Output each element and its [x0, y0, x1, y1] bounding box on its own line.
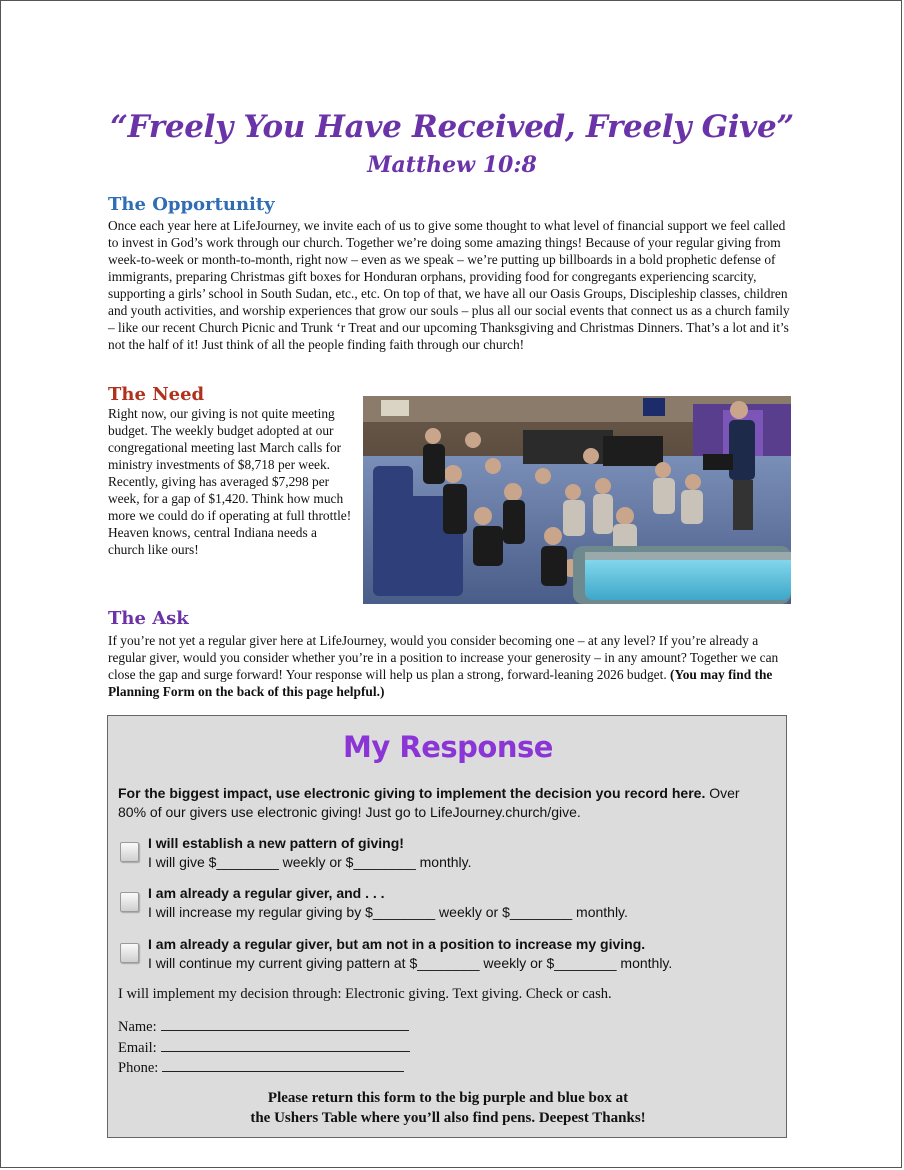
name-label: Name: — [118, 1019, 157, 1035]
closing-line-1: Please return this form to the big purple and blue box at — [267, 1090, 629, 1106]
ask-text — [108, 632, 798, 700]
phone-label: Phone: — [118, 1060, 159, 1076]
congregation-photo-illustration — [363, 396, 791, 604]
need-text: Right now, our giving is not quite meeting budget. The weekly budget adopted at our congregational meeting last March calls for ministry investments of $8,718 per week. Recently, giving has averaged $7,298 per week, for a gap of $1,420. Think how much more we could do if operating at full throttle! Heaven knows, central Indiana needs a church like ours! — [108, 406, 352, 557]
email-blank[interactable] — [161, 1038, 410, 1052]
name-field[interactable] — [118, 1017, 409, 1036]
option-increase-giving — [118, 884, 778, 926]
name-blank[interactable] — [161, 1017, 409, 1031]
option-heading: I am already a regular giver, and . . . — [148, 885, 385, 901]
implement-line: I will implement my decision through: Electronic giving. Text giving. Check or cash. — [118, 986, 612, 1002]
option-heading: I am already a regular giver, but am not in a position to increase my giving. — [148, 936, 646, 952]
page-title: “Freely You Have Received, Freely Give” — [110, 109, 794, 145]
phone-field[interactable] — [118, 1058, 404, 1077]
option-new-pattern-checkbox[interactable] — [120, 842, 139, 862]
option-new-pattern — [118, 834, 778, 876]
option-line[interactable]: I will continue my current giving pattern at $________ weekly or $________ monthly. — [148, 955, 673, 971]
ask-body: If you’re not yet a regular giver here at LifeJourney, would you consider becoming one – at any level? If you’re already a regular giver, would you consider whether you’re in a position to increase your generosity – in any amount? Together we can close the gap and surge forward! Your response will help us plan a strong, forward-leaning 2026 budget. — [108, 633, 779, 682]
option-line[interactable]: I will increase my regular giving by $________ weekly or $________ monthly. — [148, 904, 628, 920]
response-title: My Response — [343, 730, 553, 764]
scripture-reference: Matthew 10:8 — [367, 152, 537, 178]
email-label: Email: — [118, 1040, 157, 1056]
email-field[interactable] — [118, 1038, 410, 1057]
ask-heading: The Ask — [108, 608, 189, 629]
option-line[interactable]: I will give $________ weekly or $________ monthly. — [148, 854, 472, 870]
response-intro — [118, 784, 768, 822]
opportunity-text: Once each year here at LifeJourney, we invite each of us to give some thought to what level of financial support we feel called to invest in God’s work through our church. Together we’re doing some amazing things! Because of your regular giving from week-to-week or month-to-month, right now – even as we speak – we’re putting up billboards in a bold prophetic defense of immigrants, preparing Christmas gift boxes for Honduran orphans, providing food for congregants experiencing scarcity, supporting a girls’ school in South Sudan, etc., etc. On top of that, we have all our Oasis Groups, Discipleship classes, children and youth activities, and worship experiences that grow our souls – plus all our social events that connect us as a church family – like our recent Church Picnic and Trunk ‘r Treat and our upcoming Thanksgiving and Christmas Dinners. That’s a lot and it’s not the half of it! Just think of all the people finding faith through our church! — [108, 218, 790, 352]
option-heading: I will establish a new pattern of giving! — [148, 835, 404, 851]
phone-blank[interactable] — [162, 1058, 404, 1072]
response-intro-rest: Over 80% of our givers use electronic giving! Just go to LifeJourney.church/give. — [118, 785, 740, 820]
option-increase-giving-checkbox[interactable] — [120, 892, 139, 912]
opportunity-heading: The Opportunity — [108, 194, 275, 215]
response-intro-bold: For the biggest impact, use electronic giving to implement the decision you record here. — [118, 785, 706, 801]
closing-line-2: the Ushers Table where you’ll also find pens. Deepest Thanks! — [250, 1110, 646, 1126]
closing-note — [108, 1088, 788, 1128]
option-continue-giving-checkbox[interactable] — [120, 943, 139, 963]
ask-bold-note: (You may find the Planning Form on the back of this page helpful.) — [108, 667, 773, 699]
option-continue-giving — [118, 935, 778, 977]
need-heading: The Need — [108, 384, 205, 405]
response-form — [107, 715, 787, 1138]
congregation-photo — [363, 396, 791, 604]
